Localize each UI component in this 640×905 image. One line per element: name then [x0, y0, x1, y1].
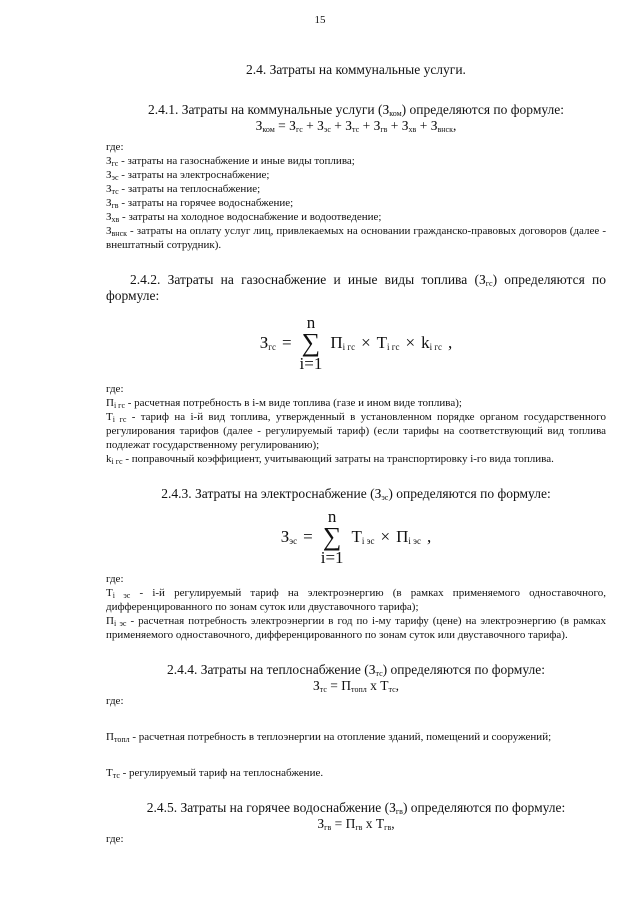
formula-2-4-2 — [106, 314, 606, 372]
symbol-subscript: i гс — [342, 342, 356, 352]
definition-text: - расчетная потребность электроэнергии в год по i-му тарифу (цене) на электроэнергию (в рамках применяемого одноставочного, дифференцированного по зонам суток или двуставочного тарифа). — [106, 615, 606, 641]
formula-2-4-1 — [106, 118, 606, 134]
symbol-subscript: i гс — [111, 457, 123, 466]
symbol: П — [330, 333, 343, 352]
definition-text: - расчетная потребность в i-м виде топлива (газе и ином виде топлива); — [125, 397, 462, 409]
symbol-subscript: эс — [111, 173, 119, 182]
definition-item — [106, 730, 606, 744]
equals-sign: = — [331, 816, 346, 831]
symbol-subscript: гв — [111, 201, 119, 210]
symbol: З — [313, 678, 320, 693]
definition-text: - затраты на электроснабжение; — [118, 169, 270, 181]
formula-lhs — [281, 527, 297, 547]
symbol: Т — [375, 816, 385, 831]
plus-sign: + — [387, 118, 402, 133]
symbol: Т — [380, 678, 389, 693]
symbol-subscript: гв — [384, 823, 392, 832]
plus-sign: + — [416, 118, 431, 133]
plus-sign: + — [302, 118, 318, 133]
plus-sign: + — [330, 118, 346, 133]
symbol-subscript: топл — [351, 685, 367, 694]
definition-item — [106, 224, 606, 252]
definition-item — [106, 766, 606, 780]
definition-text: - расчетная потребность в теплоэнергии на отопление зданий, помещений и сооружений; — [129, 731, 552, 743]
symbol: З — [255, 118, 263, 133]
definition-item — [106, 452, 606, 466]
definition-text: - затраты на горячее водоснабжение; — [118, 197, 294, 209]
definitions-2-4-2 — [106, 396, 606, 466]
punctuation: , — [395, 678, 399, 693]
formula-term — [352, 527, 375, 547]
definitions-2-4-1 — [106, 154, 606, 252]
multiply-sign: × — [405, 333, 416, 352]
symbol: П — [345, 816, 356, 831]
definition-item — [106, 410, 606, 452]
where-label: где: — [106, 695, 124, 707]
sigma-symbol: ∑ — [322, 522, 342, 551]
multiply-sign: × — [380, 527, 391, 546]
symbol: k — [106, 453, 112, 465]
formula-2-4-4 — [106, 678, 606, 694]
symbol: З — [106, 211, 112, 223]
symbol: k — [421, 333, 430, 352]
symbol-subscript: гс — [268, 342, 276, 352]
symbol-subscript: i эс — [112, 591, 131, 600]
multiply-sign: × — [361, 333, 371, 352]
definition-2-4-4-b — [106, 766, 606, 780]
definitions-2-4-3 — [106, 586, 606, 642]
symbol: З — [106, 169, 112, 181]
symbol-subscript: внск — [111, 229, 128, 238]
sigma-symbol: ∑ — [301, 328, 321, 357]
symbol: П — [341, 678, 352, 693]
symbol-subscript: гв — [324, 823, 332, 832]
where-label: где: — [106, 573, 124, 585]
formula-2-4-5 — [106, 816, 606, 832]
symbol-subscript: i гс — [429, 342, 443, 352]
definition-item — [106, 182, 606, 196]
symbol-subscript: топл — [113, 735, 130, 744]
heading-2-4-3: 2.4.3. Затраты на электроснабжение $(З_{эс})$ определяются по формуле: — [161, 486, 551, 502]
symbol: Т — [106, 587, 113, 599]
symbol: З — [345, 118, 353, 133]
punctuation: , — [452, 118, 457, 133]
symbol: З — [106, 225, 112, 237]
symbol-subscript: эс — [289, 536, 298, 546]
symbol: З — [373, 118, 381, 133]
equals-sign: = — [303, 527, 313, 546]
summation-lower: i=1 — [299, 354, 323, 373]
plus-sign: + — [359, 118, 374, 133]
definition-text: - затраты на газоснабжение и иные виды топлива; — [118, 155, 355, 167]
formula-term — [421, 333, 442, 353]
definition-item — [106, 154, 606, 168]
definition-text: - i-й регулируемый тариф на электроэнергию (в рамках применяемого одноставочного, дифференцированного по зонам суток или двуставочного тарифа); — [106, 587, 606, 613]
formula-term — [330, 333, 355, 353]
punctuation: , — [448, 333, 453, 352]
symbol: П — [106, 731, 114, 743]
definition-text: - регулируемый тариф на теплоснабжение. — [119, 767, 324, 779]
symbol-subscript: ком — [262, 125, 275, 134]
summation-sign — [300, 314, 323, 372]
symbol: З — [106, 183, 112, 195]
definition-item — [106, 168, 606, 182]
section-title: 2.4. Затраты на коммунальные услуги. — [246, 62, 466, 77]
definition-item — [106, 614, 606, 642]
symbol-subscript: i эс — [361, 536, 375, 546]
symbol: Т — [376, 333, 388, 352]
symbol: З — [106, 155, 112, 167]
heading-2-4-2: 2.4.2. Затраты на газоснабжение и иные виды топлива $(З_{гс})$ определяются по формуле: — [106, 272, 606, 303]
symbol: З — [317, 118, 324, 133]
symbol-subscript: гв — [380, 125, 388, 134]
equals-sign: = — [326, 678, 342, 693]
summation-sign — [321, 508, 344, 566]
definition-item — [106, 196, 606, 210]
punctuation: , — [391, 816, 395, 831]
symbol: З — [401, 118, 409, 133]
symbol-subscript: тс — [111, 187, 119, 196]
heading-2-4-5: 2.4.5. Затраты на горячее водоснабжение $(З_{гв})$ определяются по формуле: — [146, 800, 566, 816]
page-number: 15 — [314, 14, 326, 26]
definition-text: - затраты на холодное водоснабжение и водоотведение; — [119, 211, 382, 223]
definition-text: - затраты на теплоснабжение; — [118, 183, 261, 195]
symbol-subscript: внск — [437, 125, 453, 134]
formula-term — [377, 333, 400, 353]
symbol-subscript: i гс — [113, 401, 126, 410]
summation-lower: i=1 — [320, 548, 344, 567]
definition-item — [106, 586, 606, 614]
definition-text: - тариф на i-й вид топлива, утвержденный в установленном порядке органом государственного регулирования тарифов (далее - регулируемый тариф) (если тарифы на соответствующий вид топлива подлежат государственному регулированию); — [106, 411, 606, 451]
symbol-subscript: гс — [295, 125, 303, 134]
symbol-subscript: хв — [408, 125, 417, 134]
definition-text: - поправочный коэффициент, учитывающий затраты на транспортировку i-го вида топлива. — [122, 453, 554, 465]
definition-2-4-4-a — [106, 730, 606, 744]
symbol: Т — [106, 411, 113, 423]
symbol: З — [280, 527, 290, 546]
multiply-sign: х — [366, 678, 381, 693]
symbol: П — [106, 397, 114, 409]
definition-text: - затраты на оплату услуг лиц, привлекаемых на основании гражданско-правовых договоров (далее - внештатный сотрудник). — [106, 225, 606, 251]
multiply-sign: х — [362, 816, 376, 831]
formula-term — [396, 527, 421, 547]
where-label: где: — [106, 383, 124, 395]
punctuation: , — [427, 527, 432, 546]
formula-lhs — [260, 333, 276, 353]
symbol-subscript: гв — [355, 823, 363, 832]
where-label: где: — [106, 833, 124, 845]
symbol: П — [396, 527, 409, 546]
symbol-subscript: тс — [112, 771, 120, 780]
definition-item — [106, 396, 606, 410]
summation-upper: n — [327, 507, 337, 526]
symbol: Т — [106, 767, 113, 779]
symbol-subscript: i эс — [408, 536, 422, 546]
symbol-subscript: гс — [111, 159, 119, 168]
summation-upper: n — [306, 313, 316, 332]
symbol: З — [106, 197, 112, 209]
definition-item — [106, 210, 606, 224]
symbol-subscript: хв — [111, 215, 120, 224]
symbol: З — [430, 118, 438, 133]
equals-sign: = — [281, 333, 292, 352]
symbol: Т — [351, 527, 362, 546]
heading-2-4-1: 2.4.1. Затраты на коммунальные услуги $(З_{ком})$ определяются по формуле: — [147, 102, 564, 118]
symbol-subscript: тс — [388, 685, 396, 694]
symbol-subscript: эс — [323, 125, 331, 134]
equals-sign: = — [274, 118, 290, 133]
symbol: З — [317, 816, 325, 831]
symbol: П — [106, 615, 114, 627]
where-label: где: — [106, 141, 124, 153]
symbol-subscript: i эс — [113, 619, 127, 628]
symbol-subscript: i гс — [387, 342, 400, 352]
heading-2-4-4: 2.4.4. Затраты на теплоснабжение $(З_{тс})$ определяются по формуле: — [167, 662, 545, 678]
symbol-subscript: тс — [352, 125, 360, 134]
symbol-subscript: тс — [319, 685, 327, 694]
symbol: З — [259, 333, 269, 352]
symbol-subscript: i гс — [112, 415, 127, 424]
formula-2-4-3 — [106, 508, 606, 566]
symbol: З — [289, 118, 296, 133]
document-body — [106, 62, 606, 846]
